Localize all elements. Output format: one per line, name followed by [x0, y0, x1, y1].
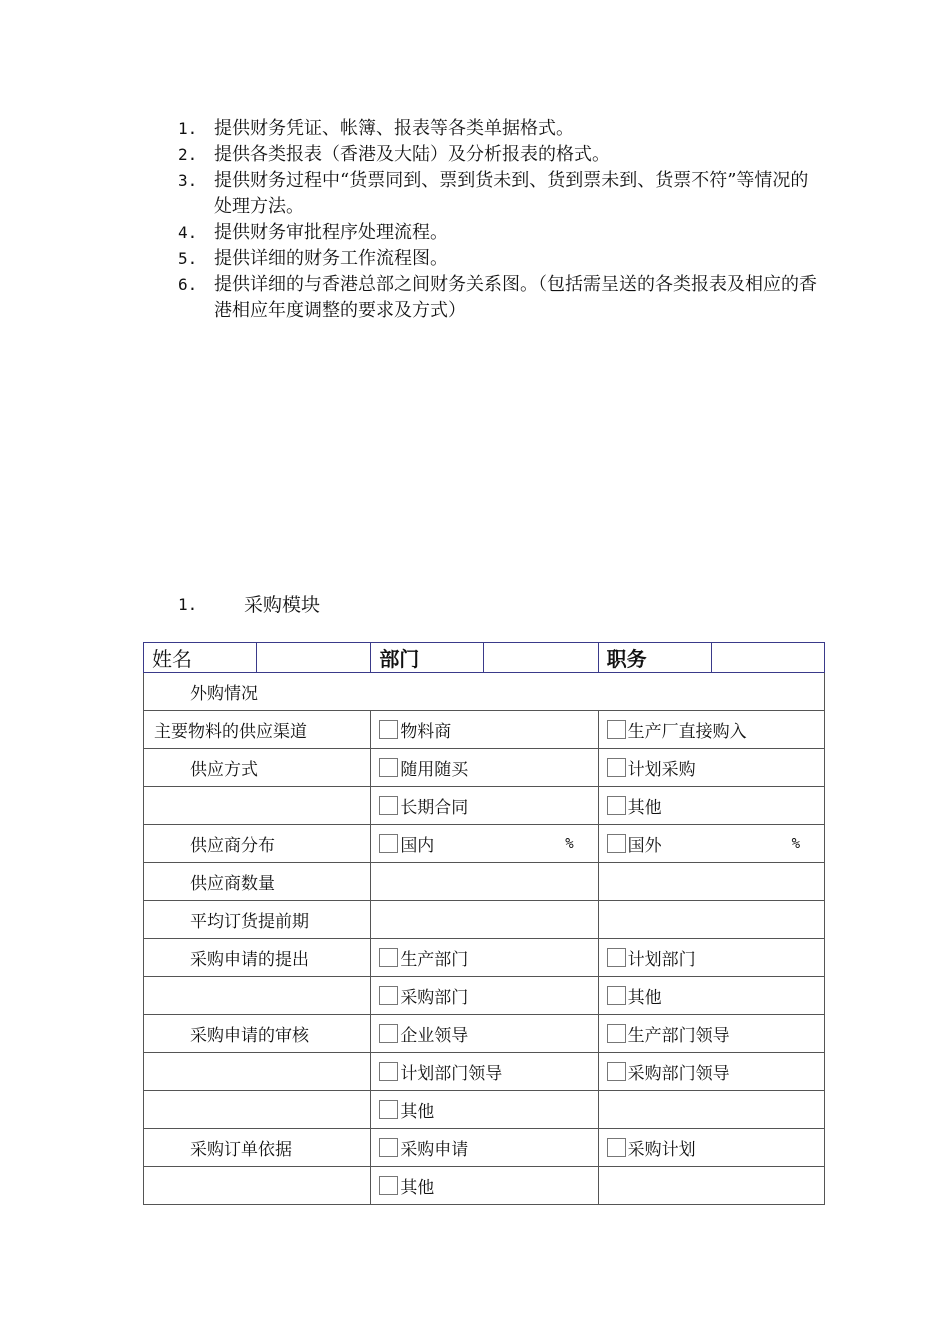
row-label: 采购订单依据	[144, 1129, 371, 1167]
checkbox[interactable]	[607, 1024, 626, 1043]
item-number: 6.	[178, 275, 198, 294]
item-text: 提供详细的与香港总部之间财务关系图。（包括需呈送的各类报表及相应的香港相应年度调整的要求及方式）	[214, 274, 817, 321]
empty-cell	[144, 977, 371, 1015]
option-cell[interactable]	[371, 711, 598, 749]
option-cell[interactable]	[598, 1053, 824, 1091]
list-item	[178, 272, 818, 324]
item-number: 4.	[178, 223, 198, 242]
percent-sign: %	[791, 835, 800, 852]
option-cell[interactable]	[371, 1167, 598, 1205]
table-row	[144, 1015, 825, 1053]
name-field[interactable]	[257, 643, 371, 673]
option-cell[interactable]	[598, 825, 824, 863]
row-label: 供应方式	[144, 749, 371, 787]
option-label: 采购部门领导	[627, 1064, 730, 1084]
input-cell[interactable]	[598, 863, 824, 901]
requirements-list	[178, 116, 818, 324]
row-label: 供应商数量	[144, 863, 371, 901]
checkbox[interactable]	[379, 834, 398, 853]
list-item	[178, 220, 818, 246]
input-cell[interactable]	[371, 901, 598, 939]
item-number: 5.	[178, 249, 198, 268]
option-cell[interactable]	[598, 787, 824, 825]
option-label: 生产厂直接购入	[627, 722, 747, 742]
checkbox[interactable]	[379, 720, 398, 739]
option-label: 生产部门	[400, 950, 469, 970]
empty-cell	[144, 1091, 371, 1129]
option-label: 其他	[400, 1178, 435, 1198]
dept-label: 部门	[371, 643, 484, 673]
checkbox[interactable]	[607, 758, 626, 777]
table-row	[144, 673, 825, 711]
item-text: 提供财务过程中“货票同到、票到货未到、货到票未到、货票不符”等情况的处理方法。	[214, 170, 809, 217]
option-label: 其他	[627, 798, 662, 818]
option-cell[interactable]	[598, 1129, 824, 1167]
option-cell[interactable]	[371, 787, 598, 825]
input-cell[interactable]	[371, 863, 598, 901]
name-label: 姓名	[144, 643, 257, 673]
option-cell[interactable]	[371, 749, 598, 787]
checkbox[interactable]	[379, 1024, 398, 1043]
checkbox[interactable]	[607, 1138, 626, 1157]
table-row	[144, 749, 825, 787]
row-label: 采购申请的审核	[144, 1015, 371, 1053]
option-label: 采购申请	[400, 1140, 469, 1160]
option-cell[interactable]	[371, 1129, 598, 1167]
position-field[interactable]	[711, 643, 824, 673]
option-label: 国外	[627, 836, 662, 856]
checkbox[interactable]	[607, 720, 626, 739]
checkbox[interactable]	[379, 1100, 398, 1119]
option-label: 长期合同	[400, 798, 469, 818]
table-row	[144, 977, 825, 1015]
item-number: 1.	[178, 119, 198, 138]
option-label: 其他	[627, 988, 662, 1008]
option-label: 随用随买	[400, 760, 469, 780]
item-text: 提供财务审批程序处理流程。	[214, 222, 448, 243]
item-text: 提供各类报表（香港及大陆）及分析报表的格式。	[214, 144, 610, 165]
option-cell[interactable]	[371, 825, 598, 863]
checkbox[interactable]	[379, 796, 398, 815]
option-label: 生产部门领导	[627, 1026, 730, 1046]
option-cell[interactable]	[371, 939, 598, 977]
percent-sign: %	[565, 835, 574, 852]
form-header-row	[144, 643, 825, 673]
option-label: 采购部门	[400, 988, 469, 1008]
checkbox[interactable]	[379, 1138, 398, 1157]
row-label: 平均订货提前期	[144, 901, 371, 939]
option-label: 物料商	[400, 722, 452, 742]
checkbox[interactable]	[379, 1176, 398, 1195]
section-title: 采购模块	[244, 594, 321, 616]
empty-cell	[144, 1167, 371, 1205]
position-label: 职务	[598, 643, 711, 673]
option-cell[interactable]	[371, 1091, 598, 1129]
checkbox[interactable]	[607, 834, 626, 853]
checkbox[interactable]	[379, 948, 398, 967]
option-cell[interactable]	[598, 1015, 824, 1053]
option-cell[interactable]	[371, 977, 598, 1015]
table-row	[144, 825, 825, 863]
table-row	[144, 901, 825, 939]
option-label: 计划部门领导	[400, 1064, 503, 1084]
outsourcing-title: 外购情况	[144, 673, 825, 711]
option-cell[interactable]	[598, 939, 824, 977]
section-number: 1.	[178, 595, 198, 614]
empty-cell	[598, 1091, 824, 1129]
option-cell[interactable]	[598, 711, 824, 749]
table-row	[144, 1091, 825, 1129]
option-label: 计划部门	[627, 950, 696, 970]
option-label: 其他	[400, 1102, 435, 1122]
section-heading	[178, 590, 320, 620]
option-label: 采购计划	[627, 1140, 696, 1160]
list-item	[178, 116, 818, 142]
item-text: 提供财务凭证、帐簿、报表等各类单据格式。	[214, 118, 574, 139]
option-label: 计划采购	[627, 760, 696, 780]
option-label: 国内	[400, 836, 435, 856]
empty-cell	[598, 1167, 824, 1205]
checkbox[interactable]	[379, 986, 398, 1005]
purchase-form-table	[143, 642, 825, 1205]
list-item	[178, 168, 818, 220]
item-number: 3.	[178, 171, 198, 190]
empty-cell	[144, 1053, 371, 1091]
item-text: 提供详细的财务工作流程图。	[214, 248, 448, 269]
checkbox[interactable]	[607, 796, 626, 815]
empty-cell	[144, 787, 371, 825]
row-label: 采购申请的提出	[144, 939, 371, 977]
table-row	[144, 1129, 825, 1167]
item-number: 2.	[178, 145, 198, 164]
option-cell[interactable]	[598, 749, 824, 787]
input-cell[interactable]	[598, 901, 824, 939]
checkbox[interactable]	[607, 948, 626, 967]
table-row	[144, 1053, 825, 1091]
table-row	[144, 1167, 825, 1205]
checkbox[interactable]	[379, 758, 398, 777]
table-row	[144, 939, 825, 977]
option-cell[interactable]	[598, 977, 824, 1015]
table-row	[144, 787, 825, 825]
dept-field[interactable]	[484, 643, 598, 673]
checkbox[interactable]	[607, 986, 626, 1005]
option-cell[interactable]	[371, 1053, 598, 1091]
option-cell[interactable]	[371, 1015, 598, 1053]
table-row	[144, 711, 825, 749]
row-label: 供应商分布	[144, 825, 371, 863]
table-row	[144, 863, 825, 901]
row-label: 主要物料的供应渠道	[144, 711, 371, 749]
option-label: 企业领导	[400, 1026, 469, 1046]
list-item	[178, 246, 818, 272]
checkbox[interactable]	[607, 1062, 626, 1081]
checkbox[interactable]	[379, 1062, 398, 1081]
list-item	[178, 142, 818, 168]
